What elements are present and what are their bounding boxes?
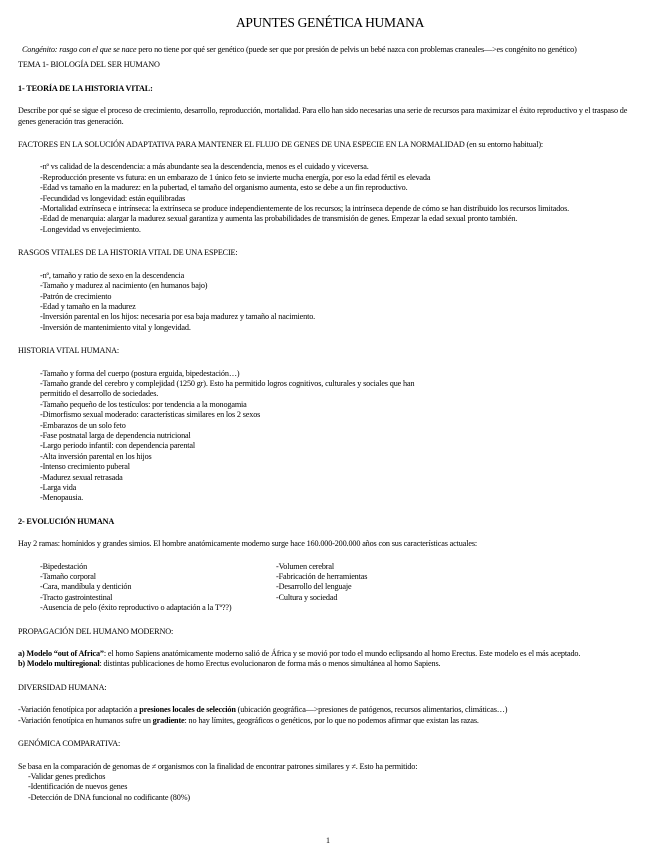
diversidad-heading: DIVERSIDAD HUMANA: xyxy=(18,682,107,692)
list-item: -Validar genes predichos xyxy=(28,771,106,781)
list-item: -nº, tamaño y ratio de sexo en la descendencia xyxy=(40,270,185,280)
section-1-paragraph: Describe por qué se sigue el proceso de crecimiento, desarrollo, reproducción, mortalidad. Para ello han sido necesarias una serie de recursos para maximizar el éxito reproductivo y el traspaso de genes generación tras generación. xyxy=(18,106,628,126)
diversidad-line-2-pre: -Variación fenotípica en humanos sufre un xyxy=(18,715,153,725)
factores-list xyxy=(18,162,642,235)
list-item: -Madurez sexual retrasada xyxy=(40,472,123,482)
list-item: -Volumen cerebral xyxy=(276,561,334,571)
list-item: -Largo periodo infantil: con dependencia parental xyxy=(40,441,196,451)
list-item: -Menopausia. xyxy=(40,493,83,503)
list-item: -Embarazos de un solo feto xyxy=(40,420,126,430)
list-item: -Intenso crecimiento puberal xyxy=(40,462,130,472)
list-item: -Bipedestación xyxy=(40,561,88,571)
list-item: -Fecundidad vs longevidad: están equilibradas xyxy=(40,193,186,203)
list-item: -Alta inversión parental en los hijos xyxy=(40,451,152,461)
list-item: -Longevidad vs envejecimiento. xyxy=(40,224,141,234)
factores-heading: FACTORES EN LA SOLUCIÓN ADAPTATIVA PARA MANTENER EL FLUJO DE GENES DE UNA ESPECIE EN LA NORMALIDAD (en su entorno habitual): xyxy=(18,140,544,150)
list-item: -Edad de menarquia: alargar la madurez sexual garantiza y aumenta las probabilidades de transmisión de genes. Empezar la edad sexual pronto también. xyxy=(40,214,518,224)
document-title: APUNTES GENÉTICA HUMANA xyxy=(235,15,425,30)
diversidad-line-1-bold: presiones locales de selección xyxy=(139,705,236,715)
model-a-label: a) Modelo “out of Africa” xyxy=(18,649,104,659)
diversidad-line-1-pre: -Variación fenotípica por adaptación a xyxy=(18,705,140,715)
diversidad-line-2-post: : no hay límites, geográficos o genéticos, por lo que no podemos afirmar que existan las razas. xyxy=(184,715,479,725)
tema-heading: TEMA 1- BIOLOGÍA DEL SER HUMANO xyxy=(18,60,160,70)
list-item: -Fase postnatal larga de dependencia nutricional xyxy=(40,430,191,440)
genomica-heading: GENÓMICA COMPARATIVA: xyxy=(18,739,121,749)
list-item: -Cara, mandíbula y dentición xyxy=(40,582,132,592)
list-item: -Edad y tamaño en la madurez xyxy=(40,301,136,311)
list-item: -Inversión parental en los hijos: necesaria por esa baja madurez y tamaño al nacimiento. xyxy=(40,312,316,322)
intro-note xyxy=(18,45,642,55)
list-item: -Tamaño corporal xyxy=(40,572,96,582)
list-item: -Cultura y sociedad xyxy=(276,592,338,602)
diversidad-line-2 xyxy=(18,716,642,726)
characteristics-column-right xyxy=(276,562,636,614)
diversidad-line-2-bold: gradiente xyxy=(152,715,185,725)
section-1-heading: 1- TEORÍA DE LA HISTORIA VITAL: xyxy=(18,83,153,93)
list-item: -Dimorfismo sexual moderado: características similares en los 2 sexos xyxy=(40,410,261,420)
list-item: -Larga vida xyxy=(40,483,77,492)
page-number: 1 xyxy=(326,836,330,845)
list-item: -Tamaño y forma del cuerpo (postura erguida, bipedestación…) xyxy=(40,368,240,378)
rasgos-heading: RASGOS VITALES DE LA HISTORIA VITAL DE UNA ESPECIE: xyxy=(18,248,238,258)
characteristics-column-left xyxy=(18,562,276,614)
rasgos-list xyxy=(18,271,642,333)
diversidad-line-1 xyxy=(18,705,642,715)
historia-heading: HISTORIA VITAL HUMANA: xyxy=(18,346,119,356)
model-b-paragraph xyxy=(18,659,642,669)
list-item: -Detección de DNA funcional no codificante (80%) xyxy=(28,792,190,802)
list-item: -Identificación de nuevos genes xyxy=(28,782,128,792)
historia-list xyxy=(18,369,420,504)
document-page xyxy=(18,12,642,803)
list-item: -Tamaño grande del cerebro y complejidad (1250 gr). Esto ha permitido logros cognitivos, culturales y sociales que han permitido el desarrollo de sociedades. xyxy=(40,378,415,399)
intro-italic: Congénito: rasgo con el que se nace xyxy=(22,45,137,54)
list-item: -Ausencia de pelo (éxito reproductivo o adaptación a la Tª??) xyxy=(40,603,232,613)
list-item: -Patrón de crecimiento xyxy=(40,291,112,301)
model-b-text: : distintas publicaciones de homo Erectus evolucionaron de forma más o menos simultánea al homo Sapiens. xyxy=(99,659,441,669)
genomica-paragraph: Se basa en la comparación de genomas de ≠ organismos con la finalidad de encontrar patrones similares y ≠. Esto ha permitido: xyxy=(18,761,418,771)
diversidad-line-1-post: (ubicación geográfica—>presiones de patógenos, recursos alimentarios, climáticas…) xyxy=(235,705,508,715)
list-item: -Tracto gastrointestinal xyxy=(40,592,113,602)
list-item: -Fabricación de herramientas xyxy=(276,572,368,582)
model-a-text: : el homo Sapiens anatómicamente moderno salió de África y se movió por todo el mundo eclipsando al homo Erectus. Este modelo es el más aceptado. xyxy=(103,649,581,659)
intro-rest: pero no tiene por qué ser genético (puede ser que por presión de pelvis un bebé nazca con problemas craneales—>es congénito no genético) xyxy=(136,45,577,54)
list-item: -Reproducción presente vs futura: en un embarazo de 1 único feto se invierte mucha energía, por eso la edad fértil es elevada xyxy=(40,172,431,182)
section-2-paragraph: Hay 2 ramas: homínidos y grandes simios. El hombre anatómicamente moderno surge hace 160.000-200.000 años con sus características actuales: xyxy=(18,539,477,549)
propagacion-heading: PROPAGACIÓN DEL HUMANO MODERNO: xyxy=(18,626,174,636)
model-b-label: b) Modelo multiregional xyxy=(18,659,100,669)
genomica-list xyxy=(18,772,642,803)
list-item: -Tamaño y madurez al nacimiento (en humanos bajo) xyxy=(40,281,208,291)
list-item: -Tamaño pequeño de los testículos: por tendencia a la monogamia xyxy=(40,399,247,409)
section-2-heading: 2- EVOLUCIÓN HUMANA xyxy=(18,516,115,526)
list-item: -Edad vs tamaño en la madurez: en la pubertad, el tamaño del organismo aumenta, esto se debe a un fin reproductivo. xyxy=(40,183,408,193)
list-item: -Mortalidad extrínseca e intrínseca: la extrínseca se produce independientemente de los recursos; la intrínseca depende de cómo se han distribuido los recursos limitados. xyxy=(40,204,570,214)
model-a-paragraph xyxy=(18,649,642,659)
characteristics-columns xyxy=(18,562,642,614)
list-item: -Inversión de mantenimiento vital y longevidad. xyxy=(40,322,191,332)
list-item: -nº vs calidad de la descendencia: a más abundante sea la descendencia, menos es el cuidado y viceversa. xyxy=(40,162,369,172)
list-item: -Desarrollo del lenguaje xyxy=(276,582,352,592)
